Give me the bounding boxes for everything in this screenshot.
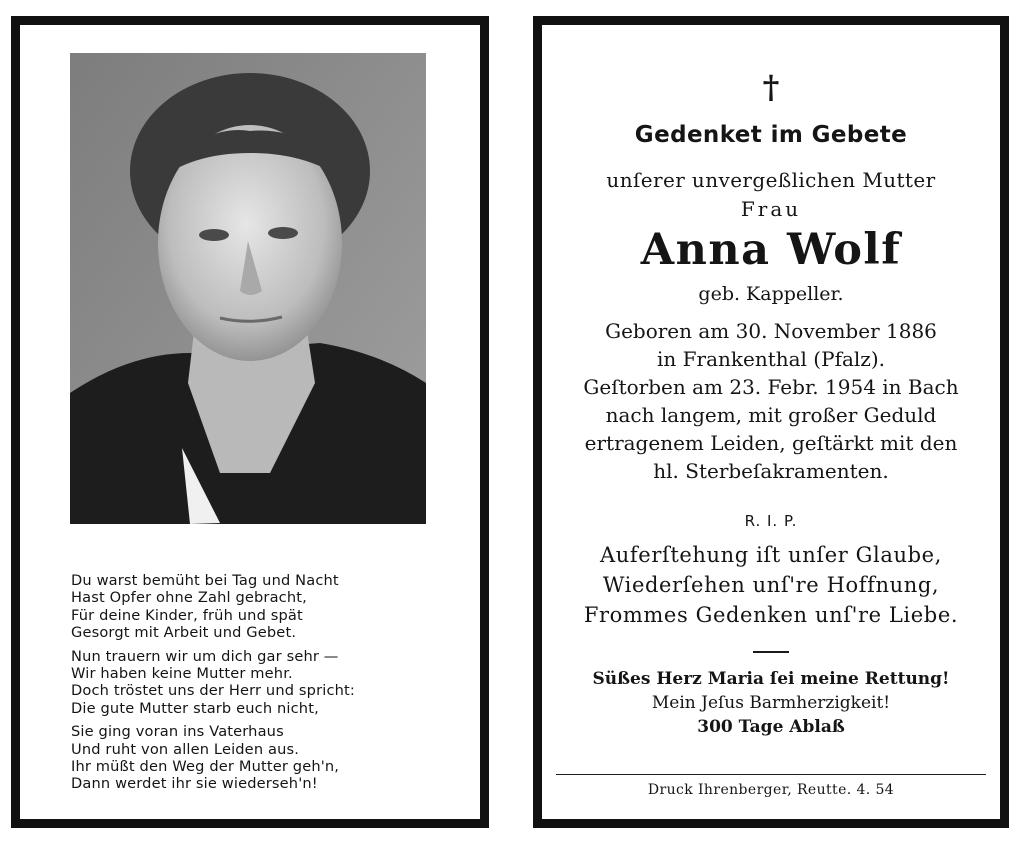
poem-stanza-2 [71,648,471,718]
poem-stanza-1 [71,572,471,642]
poem [71,572,471,799]
poem-line: Gesorgt mit Arbeit und Gebet. [71,624,297,642]
heading: Gedenket im Gebete [634,122,908,148]
motto-line: Auferſtehung iſt unſer Glaube, [600,543,942,567]
relation-line: unſerer unvergeßlichen Mutter [606,168,936,192]
poem-line: Sie ging voran ins Vaterhaus [71,723,284,741]
deceased-name: Anna Wolf [640,225,902,275]
poem-line: Doch tröstet uns der Herr und spricht: [71,682,355,700]
prayer-line: Süßes Herz Maria ſei meine Rettung! [592,669,950,689]
poem-line: Dann werdet ihr sie wiederseh'n! [71,775,318,793]
motto-line: Frommes Gedenken unſ're Liebe. [583,603,959,627]
portrait-image [70,53,426,524]
poem-line: Wir haben keine Mutter mehr. [71,665,293,683]
rip-text: R. I. P. [744,512,798,530]
death-detail-line: nach langem, mit großer Geduld [605,403,937,427]
motto-line: Wiederſehen unſ're Hoffnung, [602,573,940,597]
birth-date-line: Geboren am 30. November 1886 [605,319,937,343]
death-detail-line: ertragenem Leiden, geſtärkt mit den [584,431,958,455]
poem-line: Für deine Kinder, früh und spät [71,606,303,624]
poem-line: Nun trauern wir um dich gar sehr — [71,647,339,665]
maiden-name: geb. Kappeller. [698,283,844,305]
divider [753,651,789,653]
poem-stanza-3 [71,723,471,793]
poem-line: Die gute Mutter starb euch nicht, [71,699,319,717]
title-line: Frau [740,197,802,221]
poem-line: Ihr müßt den Weg der Mutter geh'n, [71,758,340,776]
birth-place-line: in Frankenthal (Pfalz). [657,347,885,371]
prayer-line: Mein Jeſus Barmherzigkeit! [651,693,891,713]
death-line: Geſtorben am 23. Febr. 1954 in Bach [583,375,959,399]
left-card [11,16,489,828]
poem-line: Und ruht von allen Leiden aus. [71,740,300,758]
death-detail-line: hl. Sterbeſakramenten. [653,459,889,483]
poem-line: Hast Opfer ohne Zahl gebracht, [71,589,307,607]
portrait-photo [70,53,426,524]
printer-credit: Druck Ihrenberger, Reutte. 4. 54 [647,782,895,798]
footer-rule [556,774,986,775]
right-card [533,16,1009,828]
poem-line: Du warst bemüht bei Tag und Nacht [71,572,339,589]
indulgence-line: 300 Tage Ablaß [697,717,845,737]
cross-icon: † [762,68,780,106]
